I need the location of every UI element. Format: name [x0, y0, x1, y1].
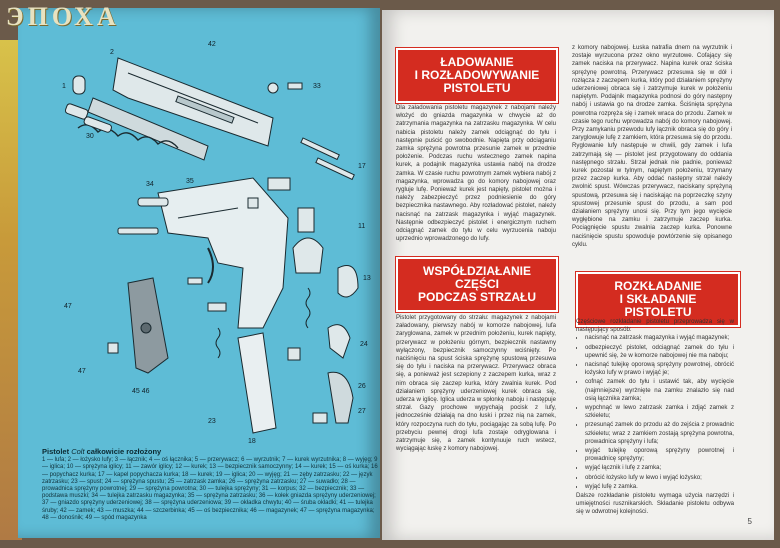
left-page — [18, 8, 380, 538]
exploded-pistol-diagram — [58, 28, 388, 448]
disassembly-footer: Dalsze rozkładanie pistoletu wymaga użycia narzędzi i umiejętności rusznikarskich. Składanie pistoletu odbywa się w odwrotnej kolejności. — [576, 492, 734, 516]
caption-title-suffix: całkowicie rozłożony — [86, 447, 162, 456]
heading-loading: ŁADOWANIE I ROZŁADOWYWANIE PISTOLETU — [396, 48, 558, 103]
step-item: • nacisnąć na zatrzask magazynka i wyjąć magazynek; — [585, 334, 734, 342]
step-item: • nacisnąć tulejkę oporową sprężyny powrotnej, obrócić łożysko lufy w prawo i wyjąć je; — [585, 361, 734, 377]
callout-47: 47 — [64, 303, 72, 310]
callout-17: 17 — [358, 163, 366, 170]
caption-title — [42, 448, 382, 455]
watermark: ЭПОХА — [6, 2, 120, 31]
callout-24: 24 — [360, 341, 368, 348]
callout-42: 42 — [208, 41, 216, 48]
disassembly-steps — [576, 334, 734, 491]
loading-text: Dla załadowania pistoletu magazynek z nabojami należy włożyć do gniazda magazynka w chwycie aż do zatrzymania magazynka na zatrzasku magazynka. W celu nabicia pistoletu należy zamek odciągnąć do tyłu i następnie puścić go swobodnie. Napięta przy odciąganiu zamka sprężyna powrotna przesunie zamek w przednie położenie. Podczas ruchu wstecznego zamek napina kurek, a podajnik magazynka ustawia nabój na drodze zamka. W czasie ruchu powrotnym zamek wybiera nabój z magazynka, wprowadza go do komory nabojowej oraz rygluje lufę. Ponieważ kurek jest napięty, pistolet można i należy zabezpieczyć przez podniesienie do góry bezpiecznika nastawnego. Aby rozładować pistolet, należy nacisnąć na zatrzask magazynka i wyjąć magazynek. Następnie odbezpieczyć pistolet i energicznym ruchem odciągnąć zamek do tyłu w celu wyrzucenia naboju uprzednio wprowadzonego do lufy. — [396, 104, 556, 243]
step-item: • odbezpieczyć pistolet, odciągnąć zamek do tyłu i upewnić się, że w komorze nabojowej nie ma naboju; — [585, 344, 734, 360]
callout-11: 11 — [358, 223, 366, 230]
callout-23: 23 — [208, 418, 216, 425]
step-item: • przesunąć zamek do przodu aż do zejścia z prowadnic szkieletu; wraz z zamkiem zostają sprężyna powrotna, prowadnica sprężyny i lufa; — [585, 421, 734, 446]
caption-title-prefix: Pistolet — [42, 447, 70, 456]
cycle-text: z komory nabojowej. Łuska natrafia dnem na wyrzutnik i zostaje wyrzucona przez okno wyrzutowe. Cofający się zamek naciska na przerywacz. Napina kurek oraz ściska sprężynę powrotną. Przerywacz przesuwa się w dół i rozłącza z zaczepem kurka, który pod działaniem sprężyny uderzeniowej obraca się i zatrzymuje kurek w położeniu napiętym. Podajnik magazynka podnosi do góry następny nabój i ustawia go na drodze zamka. Ściśnięta sprężyna powrotna rozpręża się i zamek wraca do przodu. Zamek w czasie tego ruchu wprowadza nabój do komory nabojowej. Przy zamykaniu przewodu lufy łącznik obraca się do góry i zaryglowuje lufę z zamkiem, która przesuwa się do przodu. Ryglowanie lufy następuje w chwili, gdy zamek i lufa zatrzymają się — pistolet jest przygotowany do oddania następnego strzału. Strzał jednak nie padnie, ponieważ kurek pozostał w tylnym, napiętym położeniu, trzymany przez zaczep kurka. Aby oddać następny strzał należy zwolnić spust. Wówczas przerywacz, naciskany sprężyną spustową, przesuwa się i naciskając na poprzeczkę szyny spustowej przesunie spust do przodu, a sam pod działaniem sprężyny unosi się. Przy tym jego wycięcie wygłębione na zamku i zatrzymuje zaczep kurka. Pociągnięcie spustu zwalnia zaczep kurka. Ponowne naciśnięcie spustu spowoduje powtórzenie się opisanego cyklu. — [572, 44, 732, 248]
callout-33: 33 — [313, 83, 321, 90]
callout-13: 13 — [363, 275, 371, 282]
page-number: 5 — [747, 517, 752, 526]
diagram-caption — [42, 448, 382, 522]
step-item: • wyjąć łącznik i lufę z zamka; — [585, 464, 734, 472]
callout-47b: 47 — [78, 368, 86, 375]
right-page — [382, 10, 774, 540]
step-item: • wyjąć lufę z zamka. — [585, 483, 734, 491]
magazine-part — [238, 333, 276, 433]
interaction-text: Pistolet przygotowany do strzału: magazynek z nabojami załadowany, pierwszy nabój w komorze nabojowej, lufa zaryglowana, zamek w przednim położeniu, kurek napięty, przerywacz w położeniu górnym, bezpiecznik nastawny wyłączony, bezpiecznik samoczynny wciśnięty. Po naciśnięciu na spust ściska sprężynę spustową przesuwa się do tyłu i naciska na przerywacz. Przerywacz obraca się, a ponieważ jest sczepiony z zaczepem kurka, wraz z nim obraca się zaczep kurka, który zwalnia kurek. Pod działaniem sprężyny uderzeniowej kurek obraca się, uderza w iglicę. Iglica uderza w spłonkę naboju i następuje strzał. Gazy prochowe wypychają pocisk z lufy, jednocześnie działają na dno łuski i przez nią na zamek, który rozpoczyna ruch do tyłu, pociągając za sobą lufę. Po przebyciu pewnej drogi lufa zostaje odryglowana i zatrzymuje się, a zamek kontynuuje ruch wstecz, wyciągając łuskę z komory nabojowej. — [396, 314, 556, 453]
callout-27: 27 — [358, 408, 366, 415]
callout-34: 34 — [146, 181, 154, 188]
callout-1: 1 — [62, 83, 66, 90]
step-item: • wyjąć tulejkę oporową sprężyny powrotnej i prowadnicę sprężyny; — [585, 447, 734, 463]
callout-2: 2 — [110, 49, 114, 56]
caption-body: 1 — lufa; 2 — łożysko lufy; 3 — łącznik; 4 — oś łącznika; 5 — przerywacz; 6 — wyrzutnik; 7 — kurek wyrzutnika; 8 — wyjęg; 9 — iglica; 10 — sprężyna iglicy; 11 — zawór iglicy; 12 — kurek; 13 — bezpiecznik samoczynny; 14 — kurek; 15 — oś kurka; 16 — popychacz kurka; 17 — kapel popychacza kurka; 18 — kurek; 19 — iglica; 20 — wyjęg; 21 — zęby zatrzasku; 22 — język zatrzasku; 23 — spust; 24 — sprężyna spustu; 25 — zatrzask zamka; 26 — sprężyna zatrzasku; 27 — suwadło; 28 — prowadnica sprężyny powrotnej; 29 — sprężyna powrotna; 30 — tulejka sprężyny; 31 — korpus; 32 — bezpiecznik; 33 — podstawa muszki; 34 — tulejka zatrzasku magazynka; 35 — sprężyna zatrzasku; 36 — kołek gniazda sprężyny uderzeniowej; 37 — gniazdo sprężyny uderzeniowej; 38 — sprężyna uderzeniowa; 39 — okładka chwytu; 40 — śruba okładki; 41 — tulejka śruby; 42 — zamek; 43 — muszka; 44 — szczerbinka; 45 — oś bezpiecznika; 46 — magazynek; 47 — sprężyna magazynka; 48 — donośnik; 49 — spód magazynka — [42, 457, 378, 521]
callout-45-46: 45 46 — [132, 388, 150, 395]
callout-30: 30 — [86, 133, 94, 140]
caption-title-brand: Colt — [71, 447, 85, 456]
callout-18: 18 — [248, 438, 256, 445]
step-item: • wypchnąć w lewo zatrzask zamka i zdjąć zamek z szkieletu; — [585, 404, 734, 420]
step-item: • obrócić łożysko lufy w lewo i wyjąć łożysko; — [585, 474, 734, 482]
step-item: • cofnąć zamek do tyłu i ustawić tak, aby wycięcie (najmniejsze) wyrżnięte na zamku znalazło się nad osią łącznika zamka; — [585, 378, 734, 403]
heading-disassembly: ROZKŁADANIE I SKŁADANIE PISTOLETU — [576, 272, 740, 327]
heading-interaction: WSPÓŁDZIAŁANIE CZĘŚCI PODCZAS STRZAŁU — [396, 257, 558, 312]
callout-35: 35 — [186, 178, 194, 185]
disassembly-intro: Częściowe rozkładanie pistoletu przeprowadza się w następujący sposób: — [576, 318, 734, 334]
callout-26: 26 — [358, 383, 366, 390]
disassembly-section — [576, 318, 734, 528]
